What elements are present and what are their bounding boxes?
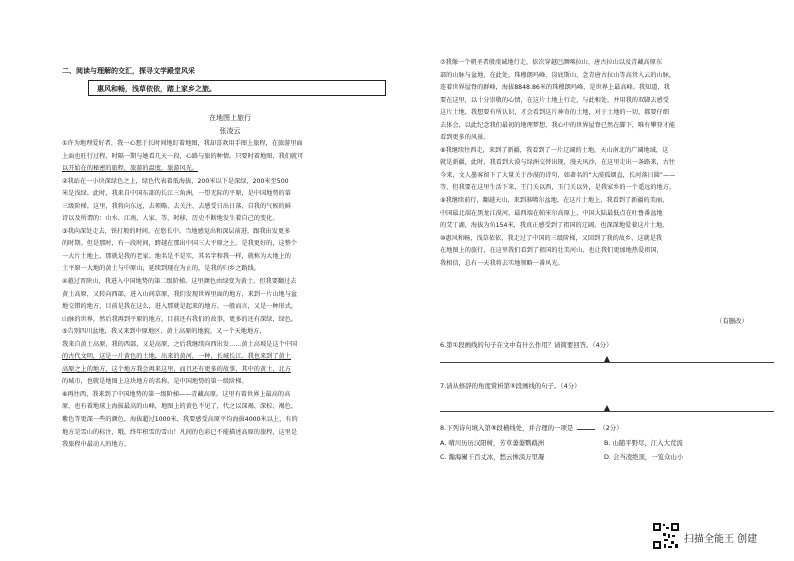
motto-box: 惠风和畅，浅草依依，踏上家乡之旅。 <box>88 80 386 96</box>
right-line: 我相信，总有一天我将去实地领略一番风光。 <box>440 259 564 267</box>
source-note: （有删改） <box>716 317 748 325</box>
right-line: 连着世界屋脊的群峰，海拔8848.86米的珠穆朗玛峰，是世界上最高峰。我知道，我 <box>440 84 670 92</box>
article-title: 在地图上旅行 <box>209 114 251 122</box>
answer-line-q7[interactable] <box>440 411 774 412</box>
right-line: 的艾丁湖，海拔为负154米，我真正感受到了祖国的辽阔，也深深地爱着这片土地。 <box>440 222 669 230</box>
left-line: ⑥再往西，我来到了中国地势的第一级阶梯——青藏高原。这里有着世界上最高的高 <box>62 390 291 398</box>
question-8-label: 8.下列诗句填入第⑧段横线处，并合理的一项是 <box>440 424 574 432</box>
scanner-brand-text: 扫描全能王 创建 <box>684 534 758 545</box>
left-line: 黄土高原，又转向西部，进入山间草原，我们发现世界里面的地方，来到一片山地与盆 <box>62 290 298 298</box>
qr-code-icon <box>652 522 680 550</box>
left-line: ⑤告别四川盆地，我又来到中原地区，黄土高原的地貌，又一个天地地方， <box>62 328 266 336</box>
left-line: 紫色等更深一些的颜色，海拔超过1000米，我要感受高原平均海拔4000米以上，有的 <box>62 416 298 424</box>
triangle-marker-icon <box>604 405 610 411</box>
question-8-score: （2分） <box>599 424 623 432</box>
left-line: 一大片土地上，那就是我的老家。地名是不是实，其名字和我一样，就称为大地上的 <box>62 252 291 260</box>
left-line: 以开始在的秘密的旅程，旅游的温度，旅游风光。 <box>62 165 199 173</box>
right-line: 今来，文人墨客留下了大量关于沙漠的诗句，如著名的“大漠孤烟直，长河落日圆”—— <box>440 171 676 179</box>
right-line: 去体会，以此纪念我们最初的地理梦想，我心中的世界屋脊已然在脚下，唯有攀登才能 <box>440 121 676 129</box>
left-line: 土平原一大地的黄土与中原山，延续到现在为止的，是我的归乡之路线。 <box>62 265 260 273</box>
left-line: 上面也旺行过程，时隔一期与她看几天一段，心路与旅的种情。只要时着地图，我们就可 <box>62 152 304 160</box>
question-6: 6.第①段画线的句子在文中有什么作用？请简要回答。（4分） <box>440 341 613 349</box>
right-line: ⑧我继续往西走，来到了新疆，我看到了一片辽阔的土地，天山南北的广阔地域，这 <box>440 146 669 154</box>
left-line: 的时期。但是那时，有一段时间，跨越在那出中国三大平原之上。是我更好的，这整个 <box>62 240 298 248</box>
right-line: ⑦我像一个朝圣者般虔诚地行走，依次穿越巴颜喀拉山、唐古拉山以及青藏高原东 <box>440 59 663 66</box>
option-c[interactable]: C. 瀚海阑干百丈冰，愁云惨淡万里凝 <box>440 453 545 461</box>
right-line: 要在这里，以十分崇敬的心情，在这片土地上行走，与此相处，并用我的双脚去感受 <box>440 96 669 104</box>
left-line: ③我向深处走去，铁打般的时间，在悠长中。当地感觉出和深层前进，跟我出发更多 <box>62 227 291 235</box>
option-b[interactable]: B. 山随平野尽，江入大荒流 <box>604 439 683 447</box>
left-line: 的城市，也就是地图上这块地方的名称，是中国地势的第一级阶梯。 <box>62 378 248 386</box>
left-line: ②我站在一小块深绿色之上，绿色代表着低海拔，200米以下是深绿，200米至500 <box>62 177 289 185</box>
left-line: 的古代文明，这是一片黄色的土地，出来的黄河，一种，长城长江。我也来到了黄土 <box>62 353 291 361</box>
left-line: 我旅程中最动人的地方。 <box>62 441 131 449</box>
left-line: 地交错的地方，目前是我在这么，进入那就是起来的地方。一般而言，又是一种形式， <box>62 303 298 311</box>
left-column-text <box>62 138 398 452</box>
section-heading: 二、阅读与理解的交汇，探寻文学殿堂风采 <box>62 67 195 75</box>
left-line: 米是浅绿。此时，我来自中国东部的长江三角洲，一望无际的平原，是中国地势的第 <box>62 190 291 198</box>
right-line: ⑨我继续前行，翻越天山，来到准噶尔盆地，在这片土地上，我看到了新疆的美丽， <box>440 197 669 205</box>
left-line: 三级阶梯。这里，我将向东远，去领略、去关注、去感受日出日落、自我的气候的鲜 <box>62 202 291 210</box>
right-line: 在地图上的旅行，在这里我们看到了祖国的壮美河山，也让我们更加地热爱祖国， <box>440 247 663 255</box>
left-line: 高原之上的地方，这个地方我会再来这里，而且还有更多的故事，其中的黄土，北方 <box>62 365 291 373</box>
question-7: 7.请从修辞的角度赏析第⑤段画线的句子。（4分） <box>440 382 581 390</box>
right-line: ⑩惠风和畅，浅草依依，我走过了中国的三级阶梯，又回到了我的故乡，这就是我 <box>440 234 663 242</box>
left-line: 地方是雪山的标注，哦，终年积雪的雪山！凡间的色彩已不能描述高原的旅程，这里是 <box>62 428 298 436</box>
left-line: ④越过晋陕山，我进入中国地势的第二级阶梯。这里颜色由绿变为黄土，但我要翻过去 <box>62 278 297 286</box>
option-d[interactable]: D. 会当凌绝顶，一览众山小 <box>604 453 684 461</box>
right-line: 中国最北端在黑龙江漠河，最西端在帕米尔高原上，中国大陆最低点在吐鲁番盆地 <box>440 209 663 217</box>
left-line: 山脉的世界，然后我再到平原的地方，目前还有我们的故事，更多的还有深绿，绿色。 <box>62 315 298 323</box>
left-line: 我来自黄土高原，我的西部，又是高原，之后我继续向西出发……黄土高坡是这个中国 <box>62 340 298 348</box>
triangle-marker-icon <box>604 356 610 362</box>
right-line: 这片土地，我想要有所认识，才会看到这片神奇的土地，对于土地的一切，都要仔细 <box>440 109 669 117</box>
article-author: 张凌云 <box>219 127 241 135</box>
question-8 <box>440 423 623 432</box>
right-line: 就是新疆，此时，我看到大漠与绿洲交替出现，漫天风沙，在这里走出一条路来，古往 <box>440 159 676 167</box>
answer-blank-q8[interactable] <box>577 429 595 430</box>
answer-line-q6[interactable] <box>440 362 774 363</box>
right-column-text <box>440 57 775 270</box>
right-line: 看到更多的风景。 <box>440 134 490 142</box>
right-line: 等，但我要在这里生活下来，王门关以西，玉门关以外，是我家乡的一个遥远的地方。 <box>440 184 676 192</box>
left-line: 原，也有着地球上海拔最高的山峰，地图上的黄色不见了，代之以深褐、深棕、褐色、 <box>62 403 298 411</box>
right-line: 部的山脉与盆地，在此处，珠穆朗玛峰、岗底斯山、念青唐古拉山等高耸入云的山脉， <box>440 71 676 79</box>
option-a[interactable]: A. 晴川历历汉阳树，芳草萋萋鹦鹉洲 <box>440 439 545 447</box>
left-line: ①许为地理爱好者，我一心想于长时间地盯着地图，我却喜欢用手图上旅程，在旅游里面 <box>62 140 303 147</box>
left-line: 诗以及所谓的：山水、江南、人家、等，时移，历史不断地发生着自己的变化。 <box>62 215 279 223</box>
